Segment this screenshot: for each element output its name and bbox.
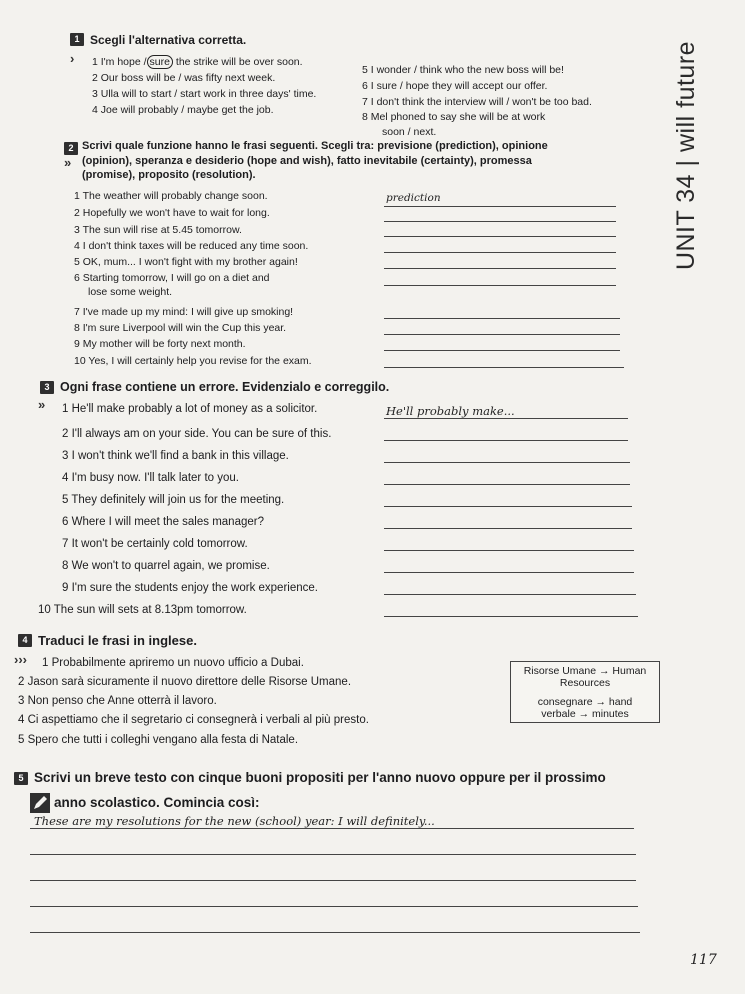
answer-line[interactable] (384, 550, 634, 551)
ex2-item-7: 7 I've made up my mind: I will give up smoking! (74, 306, 294, 318)
answer-line[interactable] (384, 367, 624, 368)
answer-line[interactable] (384, 484, 630, 485)
answer-line[interactable] (384, 506, 632, 507)
glossary-box (510, 661, 660, 723)
ex2-item-2: 2 Hopefully we won't have to wait for long. (74, 207, 270, 219)
answer-line[interactable] (384, 462, 630, 463)
ex2-item-1: 1 The weather will probably change soon. (74, 190, 268, 202)
glossary-entry: verbale → minutes (541, 708, 629, 720)
triple-chevron-icon: ››› (14, 652, 27, 667)
ex1-item-7: 7 I don't think the interview will / won't be too bad. (362, 96, 592, 108)
unit-side-label: UNIT 34 | will future (672, 40, 701, 270)
ex3-item-2: 2 I'll always am on your side. You can be sure of this. (62, 428, 332, 440)
answer-line[interactable] (384, 206, 616, 207)
answer-line[interactable] (384, 285, 616, 286)
ex3-item-6: 6 Where I will meet the sales manager? (62, 516, 264, 528)
exercise-4-number: 4 (18, 634, 32, 647)
ex3-item-8: 8 We won't to quarrel again, we promise. (62, 560, 270, 572)
answer-line[interactable] (384, 616, 638, 617)
ex1-item-6: 6 I sure / hope they will accept our offer. (362, 80, 548, 92)
exercise-4-title: Traduci le frasi in inglese. (38, 633, 197, 648)
answer-line[interactable] (384, 440, 628, 441)
exercise-2-title-2: (opinion), speranza e desiderio (hope and wish), fatto inevitabile (certainty), promessa (82, 155, 532, 167)
ex2-item-5: 5 OK, mum... I won't fight with my brother again! (74, 256, 298, 268)
ex2-answer-1: prediction (386, 192, 441, 204)
answer-line[interactable] (30, 854, 636, 855)
exercise-2-number: 2 (64, 142, 78, 155)
answer-line[interactable] (384, 318, 620, 319)
answer-line[interactable] (30, 880, 636, 881)
ex4-item-5: 5 Spero che tutti i colleghi vengano alla festa di Natale. (18, 734, 299, 746)
ex3-item-7: 7 It won't be certainly cold tomorrow. (62, 538, 248, 550)
glossary-entry: Resources (559, 677, 611, 689)
exercise-5-title-2: anno scolastico. Comincia così: (54, 795, 260, 810)
double-chevron-icon: » (38, 397, 46, 412)
answer-line[interactable] (384, 268, 616, 269)
exercise-2-title-1: Scrivi quale funzione hanno le frasi seguenti. Scegli tra: previsione (prediction), opinione (82, 140, 548, 152)
exercise-5-number: 5 (14, 772, 28, 785)
exercise-1-number: 1 (70, 33, 84, 46)
answer-line[interactable] (384, 418, 628, 419)
ex4-item-4: 4 Ci aspettiamo che il segretario ci consegnerà i verbali al più presto. (18, 714, 369, 726)
double-chevron-icon: » (64, 155, 72, 170)
page-number: 117 (690, 952, 717, 968)
answer-line[interactable] (384, 221, 616, 222)
ex1-item-1: 1 I'm hope / sure the strike will be over soon. (92, 56, 303, 68)
exercise-5-title-1: Scrivi un breve testo con cinque buoni propositi per l'anno nuovo oppure per il prossimo (34, 770, 606, 785)
answer-line[interactable] (30, 906, 638, 907)
ex3-item-9: 9 I'm sure the students enjoy the work experience. (62, 582, 318, 594)
answer-line[interactable] (384, 334, 620, 335)
answer-line[interactable] (384, 350, 620, 351)
exercise-3-number: 3 (40, 381, 54, 394)
glossary-entry: consegnare → hand (537, 696, 633, 708)
answer-line[interactable] (384, 594, 636, 595)
exercise-1-title: Scegli l'alternativa corretta. (90, 33, 247, 47)
ex3-item-5: 5 They definitely will join us for the meeting. (62, 494, 285, 506)
exercise-3-title: Ogni frase contiene un errore. Evidenzialo e correggilo. (60, 380, 390, 394)
ex4-item-3: 3 Non penso che Anne otterrà il lavoro. (18, 695, 217, 707)
ex1-item-8-cont: soon / next. (382, 126, 437, 138)
ex2-item-6-cont: lose some weight. (88, 286, 173, 298)
ex1-item-4: 4 Joe will probably / maybe get the job. (92, 104, 274, 116)
ex2-item-9: 9 My mother will be forty next month. (74, 338, 246, 350)
ex3-answer-1: He'll probably make... (386, 404, 515, 418)
answer-line[interactable] (384, 528, 632, 529)
ex3-item-3: 3 I won't think we'll find a bank in this village. (62, 450, 289, 462)
answer-line[interactable] (384, 236, 616, 237)
circled-answer: sure (147, 55, 173, 69)
ex3-item-10: 10 The sun will sets at 8.13pm tomorrow. (38, 604, 247, 616)
ex1-item-2: 2 Our boss will be / was fifty next week. (92, 72, 276, 84)
ex2-item-6: 6 Starting tomorrow, I will go on a diet and (74, 272, 270, 284)
ex1-item-5: 5 I wonder / think who the new boss will be! (362, 64, 564, 76)
pencil-icon (30, 793, 50, 813)
ex3-item-1: 1 He'll make probably a lot of money as a solicitor. (62, 403, 318, 415)
ex5-starter-text: These are my resolutions for the new (school) year: I will definitely... (34, 814, 435, 828)
answer-line[interactable] (30, 932, 640, 933)
ex4-item-2: 2 Jason sarà sicuramente il nuovo direttore delle Risorse Umane. (18, 676, 352, 688)
ex2-item-4: 4 I don't think taxes will be reduced any time soon. (74, 240, 309, 252)
single-chevron-icon: › (70, 51, 75, 66)
ex4-item-1: 1 Probabilmente apriremo un nuovo ufficio a Dubai. (42, 657, 304, 669)
ex1-item-8: 8 Mel phoned to say she will be at work (362, 111, 546, 123)
answer-line[interactable] (384, 252, 616, 253)
ex2-item-10: 10 Yes, I will certainly help you revise for the exam. (74, 355, 312, 367)
answer-line[interactable] (30, 828, 634, 829)
ex2-item-3: 3 The sun will rise at 5.45 tomorrow. (74, 224, 242, 236)
exercise-2-title-3: (promise), proposito (resolution). (82, 169, 256, 181)
glossary-entry: Risorse Umane → Human (523, 665, 647, 677)
ex1-item-3: 3 Ulla will to start / start work in three days' time. (92, 88, 317, 100)
ex2-item-8: 8 I'm sure Liverpool will win the Cup this year. (74, 322, 287, 334)
answer-line[interactable] (384, 572, 634, 573)
ex3-item-4: 4 I'm busy now. I'll talk later to you. (62, 472, 239, 484)
